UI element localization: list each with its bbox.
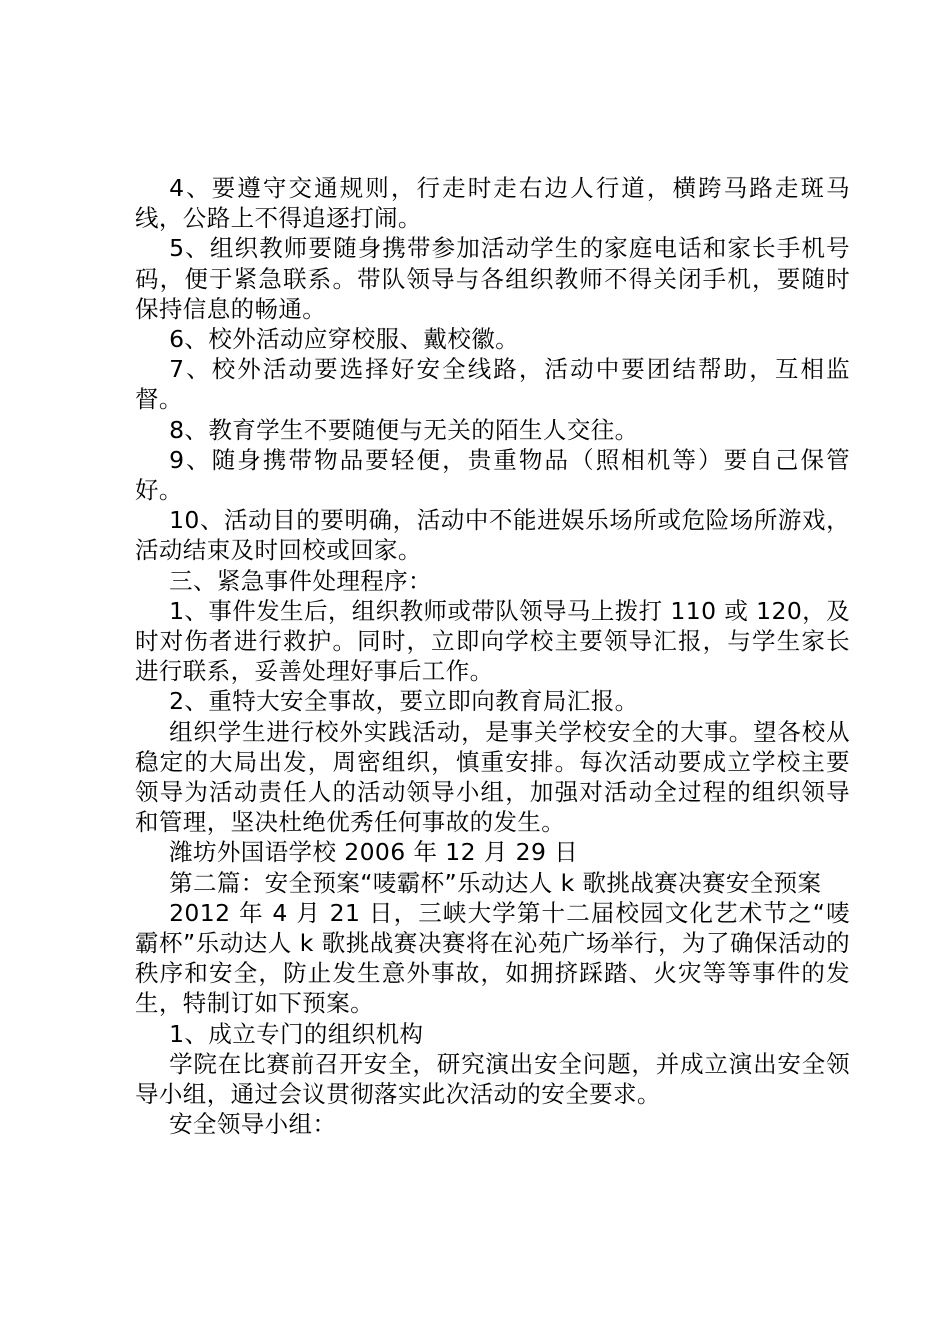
paragraph-emergency-1: 1、事件发生后，组织教师或带队领导马上拨打 110 或 120，及时对伤者进行救护。同时，立即向学校主要领导汇报，与学生家长进行联系，妥善处理好事后工作。 [135,596,850,686]
paragraph-summary: 组织学生进行校外实践活动，是事关学校安全的大事。望各校从稳定的大局出发，周密组织，慎重安排。每次活动要成立学校主要领导为活动责任人的活动领导小组，加强对活动全过程的组织领导和管理，坚决杜绝优秀任何事故的发生。 [135,717,850,837]
section-heading-organization: 1、成立专门的组织机构 [169,1019,424,1048]
paragraph-rule-9: 9、随身携带物品要轻便，贵重物品（照相机等）要自己保管好。 [135,445,850,505]
paragraph-rule-7: 7、校外活动要选择好安全线路，活动中要团结帮助，互相监督。 [135,355,850,414]
paragraph-rule-6: 6、校外活动应穿校服、戴校徽。 [169,325,520,354]
chapter-title: 第二篇：安全预案“唛霸杯”乐动达人 k 歌挑战赛决赛安全预案 [169,868,822,897]
document-body [135,173,850,1140]
paragraph-organization: 学院在比赛前召开安全，研究演出安全问题，并成立演出安全领导小组，通过会议贯彻落实此次活动的安全要求。 [135,1049,850,1109]
paragraph-emergency-2: 2、重特大安全事故，要立即向教育局汇报。 [169,687,639,716]
signature-line: 潍坊外国语学校 2006 年 12 月 29 日 [169,838,579,867]
paragraph-intro: 2012 年 4 月 21 日，三峡大学第十二届校园文化艺术节之“唛霸杯”乐动达人 k 歌挑战赛决赛将在沁苑广场举行，为了确保活动的秩序和安全，防止发生意外事故，如拥挤踩踏、火灾等等事件的发生，特制订如下预案。 [135,898,850,1018]
section-heading-emergency: 三、紧急事件处理程序： [169,566,432,595]
section-heading-leadership: 安全领导小组： [169,1110,337,1139]
paragraph-rule-8: 8、教育学生不要随便与无关的陌生人交往。 [169,415,639,444]
paragraph-rule-10: 10、活动目的要明确，活动中不能进娱乐场所或危险场所游戏，活动结束及时回校或回家。 [135,506,850,565]
paragraph-rule-4: 4、要遵守交通规则，行走时走右边人行道，横跨马路走斑马线，公路上不得追逐打闹。 [135,174,850,233]
paragraph-rule-5: 5、组织教师要随身携带参加活动学生的家庭电话和家长手机号码，便于紧急联系。带队领导与各组织教师不得关闭手机，要随时保持信息的畅通。 [135,234,850,323]
